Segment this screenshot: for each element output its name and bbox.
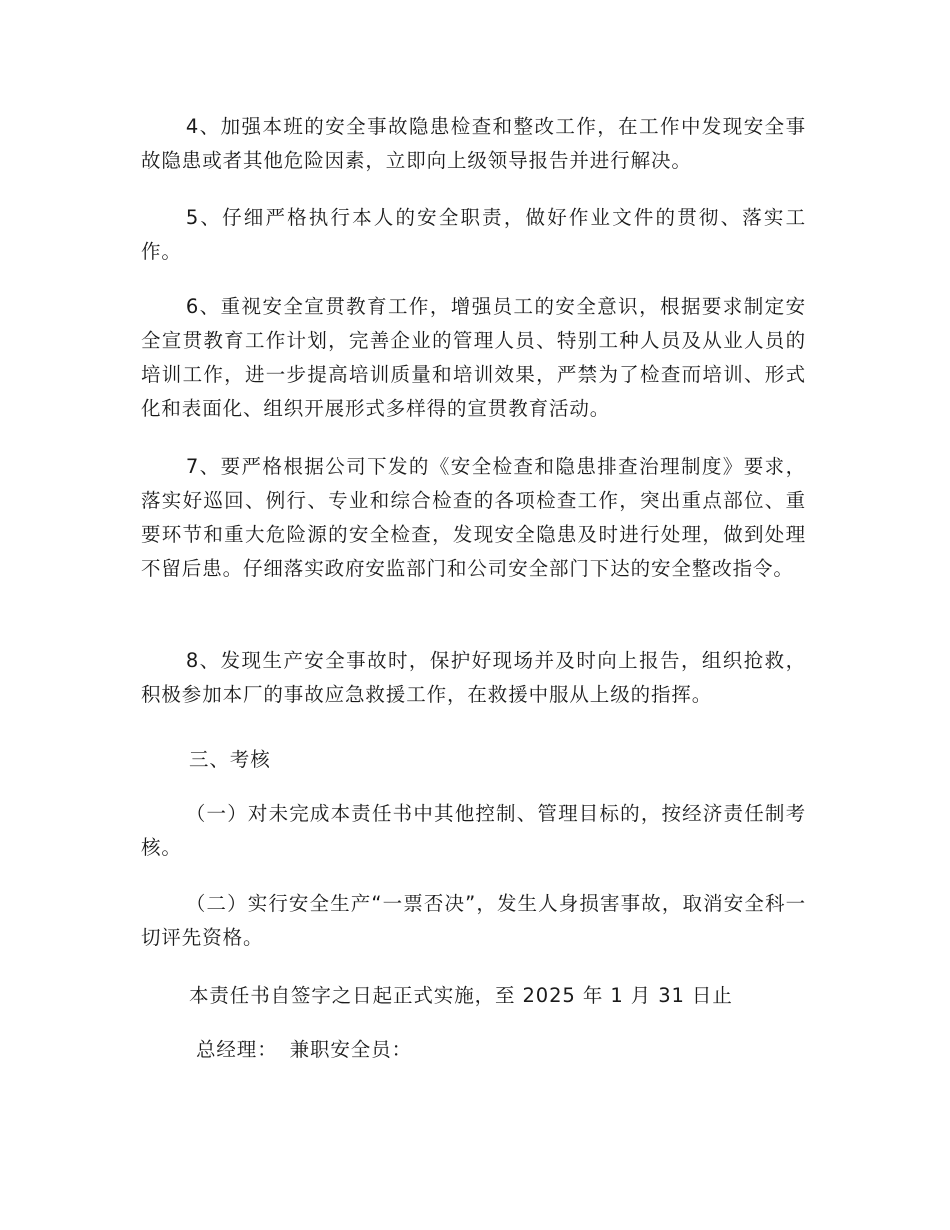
assessment-item-2: （二）实行安全生产“一票否决”，发生人身损害事故，取消安全科一切评先资格。 (141, 892, 806, 949)
paragraph-item-7: 7、要严格根据公司下发的《安全检查和隐患排查治理制度》要求，落实好巡回、例行、专业和综合检查的各项检查工作，突出重点部位、重要环节和重大危险源的安全检查，发现安全隐患及时进行处理，做到处理不留后患。仔细落实政府安监部门和公司安全部门下达的安全整改指令。 (141, 455, 806, 580)
paragraph-item-5: 5、仔细严格执行本人的安全职责，做好作业文件的贯彻、落实工作。 (141, 206, 806, 263)
effective-date-statement: 本责任书自签字之日起正式实施，至 2025 年 1 月 31 日止 (189, 984, 733, 1007)
assessment-item-1: （一）对未完成本责任书中其他控制、管理目标的，按经济责任制考核。 (141, 802, 806, 859)
paragraph-item-6: 6、重视安全宣贯教育工作，增强员工的安全意识，根据要求制定安全宣贯教育工作计划，完善企业的管理人员、特别工种人员及从业人员的培训工作，进一步提高培训质量和培训效果，严禁为了检查而培训、形式化和表面化、组织开展形式多样得的宣贯教育活动。 (141, 295, 806, 420)
signature-line (196, 1033, 861, 1067)
paragraph-item-8: 8、发现生产安全事故时，保护好现场并及时向上报告，组织抢救，积极参加本厂的事故应急救援工作，在救援中服从上级的指挥。 (141, 649, 806, 706)
section-heading-assessment: 三、考核 (189, 748, 271, 771)
safety-officer-label: 兼职安全员： (289, 1038, 413, 1061)
general-manager-label: 总经理： (196, 1038, 278, 1061)
paragraph-item-4: 4、加强本班的安全事故隐患检查和整改工作，在工作中发现安全事故隐患或者其他危险因素，立即向上级领导报告并进行解决。 (141, 115, 806, 172)
